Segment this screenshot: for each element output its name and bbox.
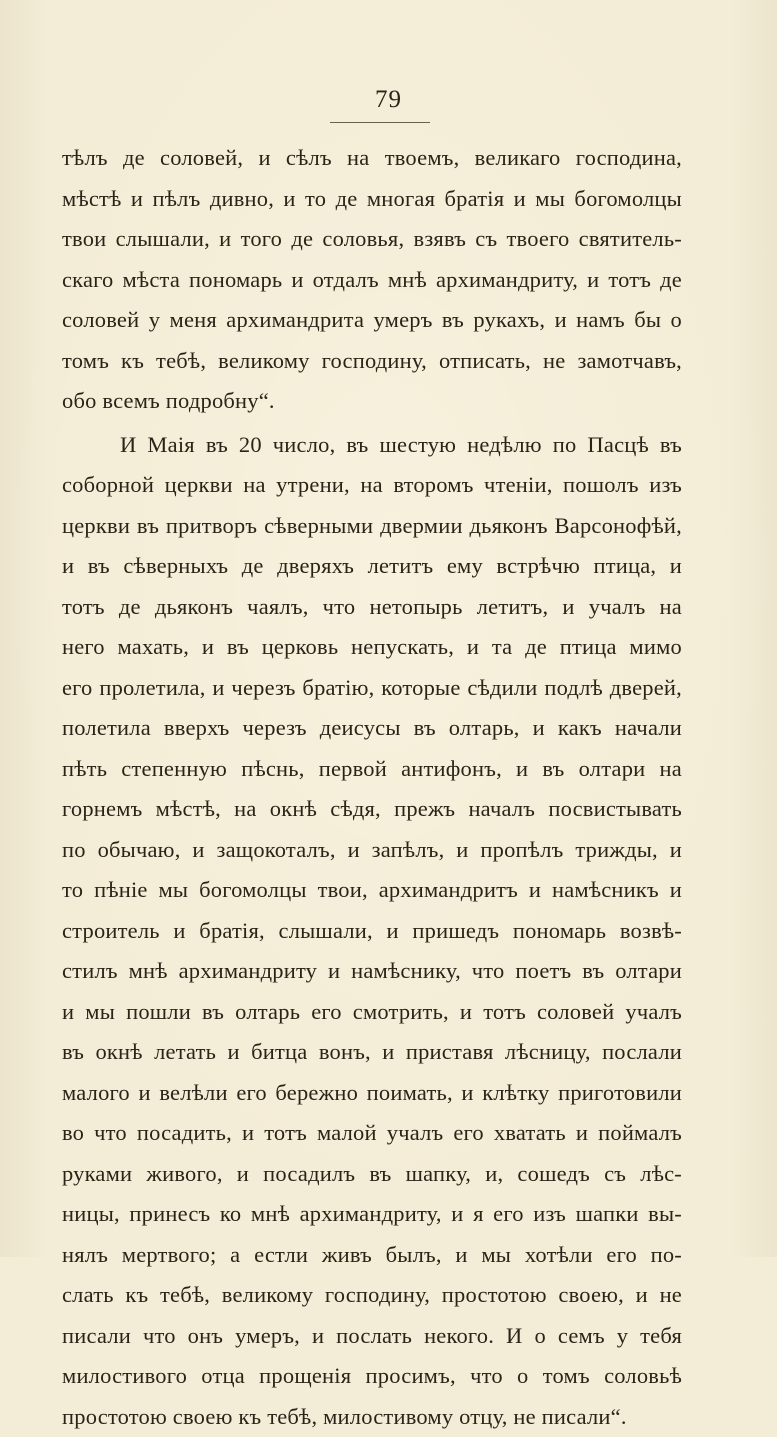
text-line: И Маія въ 20 число, въ шестую недѣлю по Пасцѣ въ bbox=[62, 425, 682, 466]
text-line: тѣлъ де соловей, и сѣлъ на твоемъ, великаго господина, bbox=[62, 138, 682, 179]
text-line: полетила вверхъ черезъ деисусы въ олтарь, и какъ начали bbox=[62, 708, 682, 749]
text-line: тотъ де дьяконъ чаялъ, что нетопырь летитъ, и учалъ на bbox=[62, 587, 682, 628]
page-body bbox=[62, 138, 682, 1437]
text-line: то пѣніе мы богомолцы твои, архимандритъ и намѣсникъ и bbox=[62, 870, 682, 911]
text-line: горнемъ мѣстѣ, на окнѣ сѣдя, прежъ началъ посвистывать bbox=[62, 789, 682, 830]
text-line: его пролетила, и черезъ братію, которые сѣдили подлѣ дверей, bbox=[62, 668, 682, 709]
text-line: и въ сѣверныхъ де дверяхъ летитъ ему встрѣчю птица, и bbox=[62, 546, 682, 587]
text-line: мѣстѣ и пѣлъ дивно, и то де многая братія и мы богомолцы bbox=[62, 179, 682, 220]
text-line: малого и велѣли его бережно поимать, и клѣтку приготовили bbox=[62, 1073, 682, 1114]
text-line: церкви въ притворъ сѣверными двермии дьяконъ Варсонофѣй, bbox=[62, 506, 682, 547]
paragraph-2 bbox=[62, 425, 682, 1437]
text-line: руками живого, и посадилъ въ шапку, и, сошедъ съ лѣс- bbox=[62, 1154, 682, 1195]
text-line: по обычаю, и защокоталъ, и запѣлъ, и пропѣлъ трижды, и bbox=[62, 830, 682, 871]
text-line: и мы пошли въ олтарь его смотрить, и тотъ соловей учалъ bbox=[62, 992, 682, 1033]
text-line: соловей у меня архимандрита умеръ въ рукахъ, и намъ бы о bbox=[62, 300, 682, 341]
text-line: во что посадить, и тотъ малой учалъ его хватать и поймалъ bbox=[62, 1113, 682, 1154]
text-line: соборной церкви на утрени, на второмъ чтеніи, пошолъ изъ bbox=[62, 465, 682, 506]
page-number-rule bbox=[330, 122, 430, 123]
text-line: стилъ мнѣ архимандриту и намѣснику, что поетъ въ олтари bbox=[62, 951, 682, 992]
text-line: простотою своею къ тебѣ, милостивому отцу, не писали“. bbox=[62, 1397, 682, 1437]
text-line: милостивого отца прощенія просимъ, что о томъ соловьѣ bbox=[62, 1356, 682, 1397]
text-line: пѣть степенную пѣснь, первой антифонъ, и въ олтари на bbox=[62, 749, 682, 790]
text-line: ницы, принесъ ко мнѣ архимандриту, и я его изъ шапки вы- bbox=[62, 1194, 682, 1235]
paragraph-1 bbox=[62, 138, 682, 422]
text-line: него махать, и въ церковь непускать, и та де птица мимо bbox=[62, 627, 682, 668]
text-line: обо всемъ подробну“. bbox=[62, 381, 682, 422]
text-line: въ окнѣ летать и битца вонъ, и приставя лѣсницу, послали bbox=[62, 1032, 682, 1073]
page-number: 79 bbox=[0, 86, 777, 114]
text-line: нялъ мертвого; а естли живъ былъ, и мы хотѣли его по- bbox=[62, 1235, 682, 1276]
text-line: томъ къ тебѣ, великому господину, отписать, не замотчавъ, bbox=[62, 341, 682, 382]
text-line: писали что онъ умеръ, и послать некого. И о семъ у тебя bbox=[62, 1316, 682, 1357]
text-line: твои слышали, и того де соловья, взявъ съ твоего святитель- bbox=[62, 219, 682, 260]
text-line: слать къ тебѣ, великому господину, простотою своею, и не bbox=[62, 1275, 682, 1316]
text-line: строитель и братія, слышали, и пришедъ пономарь возвѣ- bbox=[62, 911, 682, 952]
text-line: скаго мѣста пономарь и отдалъ мнѣ архимандриту, и тотъ де bbox=[62, 260, 682, 301]
